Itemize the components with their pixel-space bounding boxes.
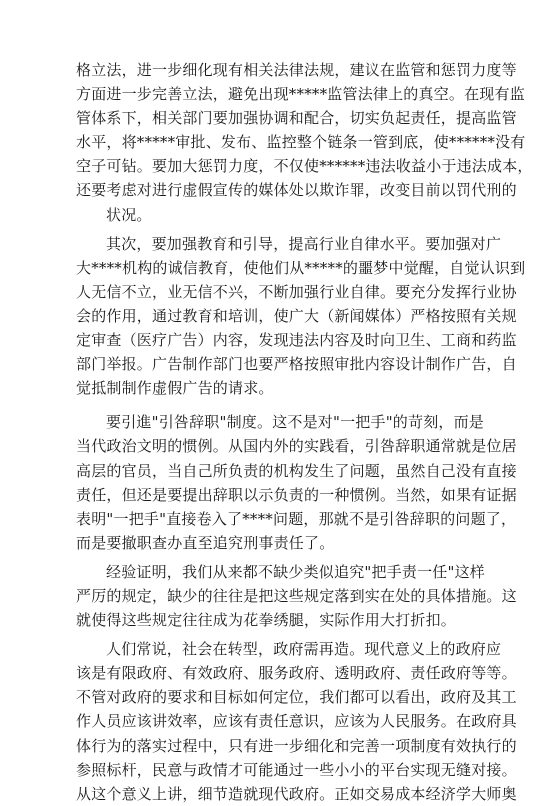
text-line: 经验证明，我们从来都不缺少类似追究"把手责一任"这样 [106,562,486,581]
text-line: 要引進"引咎辞职"制度。这不是对"一把手"的苛刻，而是 [106,413,485,432]
text-line: 格立法，进一步细化现有相关法律法规，建议在监管和惩罚力度等 [76,61,517,79]
text-line: 作人员应该讲效率，应该有责任意识，应该为人民服务。在政府具 [76,712,517,731]
text-line: 不管对政府的要求和目标如何定位，我们都可以看出，政府及其工 [76,688,517,707]
text-line: 觉抵制制作虚假广告的请求。 [76,379,274,398]
document-body [76,58,533,806]
text-line: 该是有限政府、有效政府、服务政府、透明政府、责任政府等等。 [76,664,517,683]
text-line: 参照标杆，民意与政情才可能通过一些小小的平台实现无缝对接。 [76,760,517,779]
paragraph-5 [76,637,517,806]
text-line: 表明"一把手"直接卷入了****问题，那就不是引咎辞职的问题了， [76,509,517,528]
text-line: 大****机构的诚信教育，使他们从*****的噩梦中觉醒，自觉认识到 [76,258,526,277]
text-line: 会的作用，通过教育和培训，使广大（新闻媒体）严格按照有关规 [76,306,517,325]
paragraph-3 [76,410,517,555]
text-line: 当代政治文明的惯例。从国内外的实践看，引咎辞职通常就是位居 [76,437,517,456]
paragraph-4 [76,560,517,632]
text-line: 高层的官员，当自己所负责的机构发生了问题，虽然自己没有直接 [76,461,517,480]
text-line: 而是要撤职查办直至追究刑事责任了。 [76,533,335,552]
text-line: 空子可钻。要加大惩罚力度，不仅使******违法收益小于违法成本， [76,157,533,176]
text-line: 管体系下，相关部门要加强协调和配合，切实负起责任，提高监管 [76,109,517,128]
text-line: 人无信不立，业无信不兴，不断加强行业自律。要充分发挥行业协 [76,282,517,301]
paragraph-1 [76,58,533,227]
text-line: 状况。 [106,205,152,224]
text-line: 就使得这些规定往往成为花拳绣腿，实际作用大打折扣。 [76,611,457,630]
text-line: 部门举报。广告制作部门也要严格按照审批内容设计制作广告，自 [76,355,517,374]
text-line: 定审查（医疗广告）内容，发现违法内容及时向卫生、工商和药监 [76,331,517,350]
paragraph-2 [76,232,526,401]
text-line: 体行为的落实过程中，只有进一步细化和完善一项制度有效执行的 [76,736,517,755]
text-line: 责任，但还是要提出辞职以示负责的一种惯例。当然，如果有证据 [76,485,517,504]
text-line: 人们常说，社会在转型，政府需再造。现代意义上的政府应 [106,640,502,659]
text-line: 其次，要加强教育和引导，提高行业自律水平。要加强对广 [106,234,502,253]
text-line: 方面进一步完善立法，避免出现*****监管法律上的真空。在现有监 [76,85,525,104]
text-line: 还要考虑对进行虚假宣传的媒体处以欺诈罪，改变目前以罚代刑的 [76,181,517,200]
text-line: 从这个意义上讲，细节造就现代政府。正如交易成本经济学大师奥 [76,784,517,803]
text-line: 严厉的规定，缺少的往往是把这些规定落到实在处的具体措施。这 [76,586,517,605]
text-line: 水平，将*****审批、发布、监控整个链条一管到底，使******没有 [76,133,526,152]
